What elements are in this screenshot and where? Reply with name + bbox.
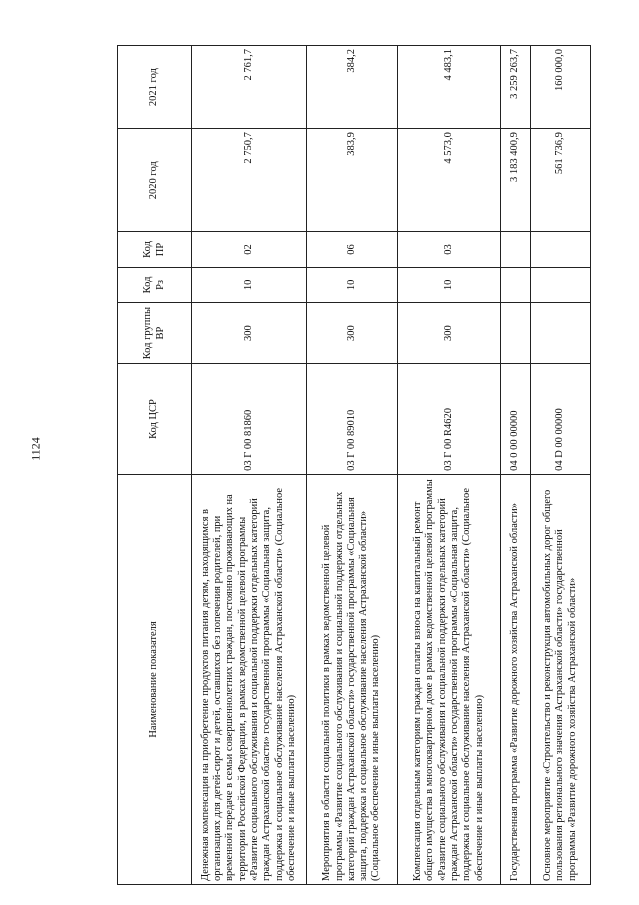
- row-name: Основное мероприятие «Строительство и реконструкция автомобильных дорог общего пользования регионального значения Астраханской области» государственной программы «Развитие дорожного хозяйства Астраханской области»: [531, 474, 591, 884]
- header-pr: Код ПР: [118, 232, 192, 267]
- row-csr: 03 Г 00 89010: [307, 364, 398, 475]
- row-2020: 3 183 400,9: [501, 129, 531, 232]
- row-vr: [531, 303, 591, 364]
- table-row: [531, 46, 591, 885]
- row-2020: 2 750,7: [192, 129, 307, 232]
- row-csr: 04 D 00 00000: [531, 364, 591, 475]
- row-vr: 300: [398, 303, 501, 364]
- header-row: [118, 46, 192, 885]
- table-container: [117, 45, 578, 885]
- row-csr: 03 Г 00 R4620: [398, 364, 501, 475]
- budget-table: [117, 45, 591, 885]
- row-pr: 03: [398, 232, 501, 267]
- row-name: Государственная программа «Развитие дорожного хозяйства Астраханской области»: [501, 474, 531, 884]
- row-2020: 4 573,0: [398, 129, 501, 232]
- header-csr: Код ЦСР: [118, 364, 192, 475]
- row-pr: [501, 232, 531, 267]
- row-name: Денежная компенсация на приобретение продуктов питания детям, находящимся в организациях для детей-сирот и детей, оставшихся без попечения родителей, при временной передаче в семьи совершеннолетних граждан, постоянно проживающих на территории Российской Федерации, в рамках ведомственной целевой программы «Развитие социального обслуживания и социальной поддержки отдельных категорий граждан Астраханской области» государственной программы «Социальная защита, поддержка и социальное обслуживание населения Астраханской области» (Социальное обеспечение и иные выплаты населению): [192, 474, 307, 884]
- row-rz: 10: [192, 267, 307, 302]
- row-name: Мероприятия в области социальной политики в рамках ведомственной целевой программы «Развитие социального обслуживания и социальной поддержки отдельных категорий граждан Астраханской области» государственной программы «Социальная защита, поддержка и социальное обслуживание населения Астраханской области» (Социальное обеспечение и иные выплаты населению): [307, 474, 398, 884]
- row-2021: 3 259 263,7: [501, 46, 531, 129]
- row-rz: 10: [307, 267, 398, 302]
- header-2021: 2021 год: [118, 46, 192, 129]
- header-vr: Код группы ВР: [118, 303, 192, 364]
- row-2021: 384,2: [307, 46, 398, 129]
- row-csr: 03 Г 00 81860: [192, 364, 307, 475]
- row-vr: [501, 303, 531, 364]
- header-2020: 2020 год: [118, 129, 192, 232]
- page-number: 1124: [28, 437, 43, 461]
- row-vr: 300: [192, 303, 307, 364]
- row-2021: 160 000,0: [531, 46, 591, 129]
- header-name: Наименование показателя: [118, 474, 192, 884]
- row-rz: [501, 267, 531, 302]
- table-row: [192, 46, 307, 885]
- row-2020: 383,9: [307, 129, 398, 232]
- header-rz: Код Рз: [118, 267, 192, 302]
- row-rz: 10: [398, 267, 501, 302]
- table-row: [501, 46, 531, 885]
- table-row: [307, 46, 398, 885]
- row-pr: 02: [192, 232, 307, 267]
- table-row: [398, 46, 501, 885]
- row-pr: 06: [307, 232, 398, 267]
- row-vr: 300: [307, 303, 398, 364]
- row-rz: [531, 267, 591, 302]
- row-2020: 561 736,9: [531, 129, 591, 232]
- row-pr: [531, 232, 591, 267]
- row-2021: 2 761,7: [192, 46, 307, 129]
- row-name: Компенсация отдельным категориям граждан оплаты взноса на капитальный ремонт общего имущества в многоквартирном доме в рамках ведомственной целевой программы «Развитие социального обслуживания и социальной поддержки отдельных категорий граждан Астраханской области» государственной программы «Социальная защита, поддержка и социальное обслуживание населения Астраханской области» (Социальное обеспечение и иные выплаты населению): [398, 474, 501, 884]
- row-csr: 04 0 00 00000: [501, 364, 531, 475]
- row-2021: 4 483,1: [398, 46, 501, 129]
